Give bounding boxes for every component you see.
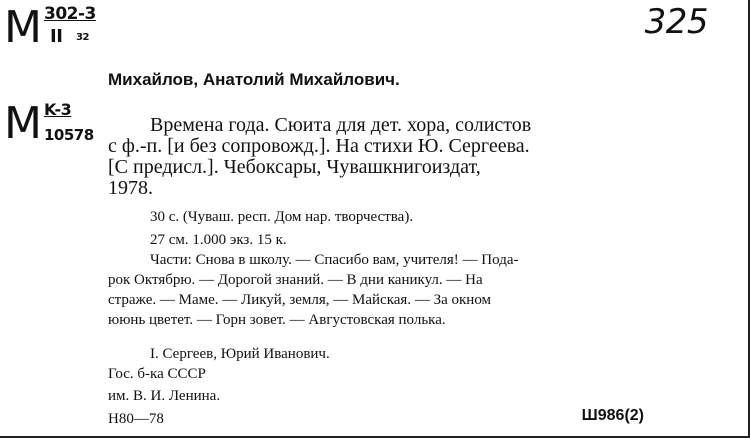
added-entry: I. Сергеев, Юрий Иванович. (150, 346, 330, 362)
handwritten-code2-number: K-3 (44, 100, 72, 119)
title-line: [С предисл.]. Чебоксары, Чувашкнигоиздат, (108, 156, 481, 178)
contents-note (108, 250, 650, 330)
title-line: с ф.-п. [и без сопровожд.]. На стихи Ю. Сергеева. (108, 135, 530, 157)
handwritten-code-number: 302-3 (44, 4, 96, 24)
contents-line: ююнь цветет. — Горн зовет. — Августовская полька. (108, 312, 446, 328)
catalog-number: Н80—78 (108, 411, 164, 427)
title-line: 1978. (108, 177, 153, 199)
shelf-mark: Ш986(2) (581, 407, 644, 424)
handwritten-code-letter: M (4, 2, 42, 53)
contents-line: Части: Снова в школу. — Спасибо вам, учителя! — Пода- (150, 252, 519, 268)
library-name-2: им. В. И. Ленина. (108, 388, 221, 404)
physical-description: 27 см. 1.000 экз. 15 к. (150, 232, 287, 248)
handwritten-code2-letter: M (4, 98, 42, 149)
handwritten-code2-sub: 10578 (44, 126, 94, 144)
contents-line: страже. — Маме. — Ликуй, земля, — Майская. — За окном (108, 292, 492, 308)
contents-line: рок Октябрю. — Дорогой знаний. — В дни каникул. — На (108, 272, 483, 288)
pagination-note: 30 с. (Чуваш. респ. Дом нар. творчества). (150, 209, 414, 225)
title-line: Времена года. Сюита для дет. хора, солистов (150, 114, 532, 136)
handwritten-code-sub-small: 32 (76, 32, 89, 43)
title-block (108, 115, 648, 199)
library-name: Гос. б-ка СССР (108, 366, 206, 382)
handwritten-code-sub: II (50, 26, 63, 47)
author-heading: Михайлов, Анатолий Михайлович. (108, 70, 400, 89)
handwritten-corner-number: 325 (644, 2, 708, 42)
